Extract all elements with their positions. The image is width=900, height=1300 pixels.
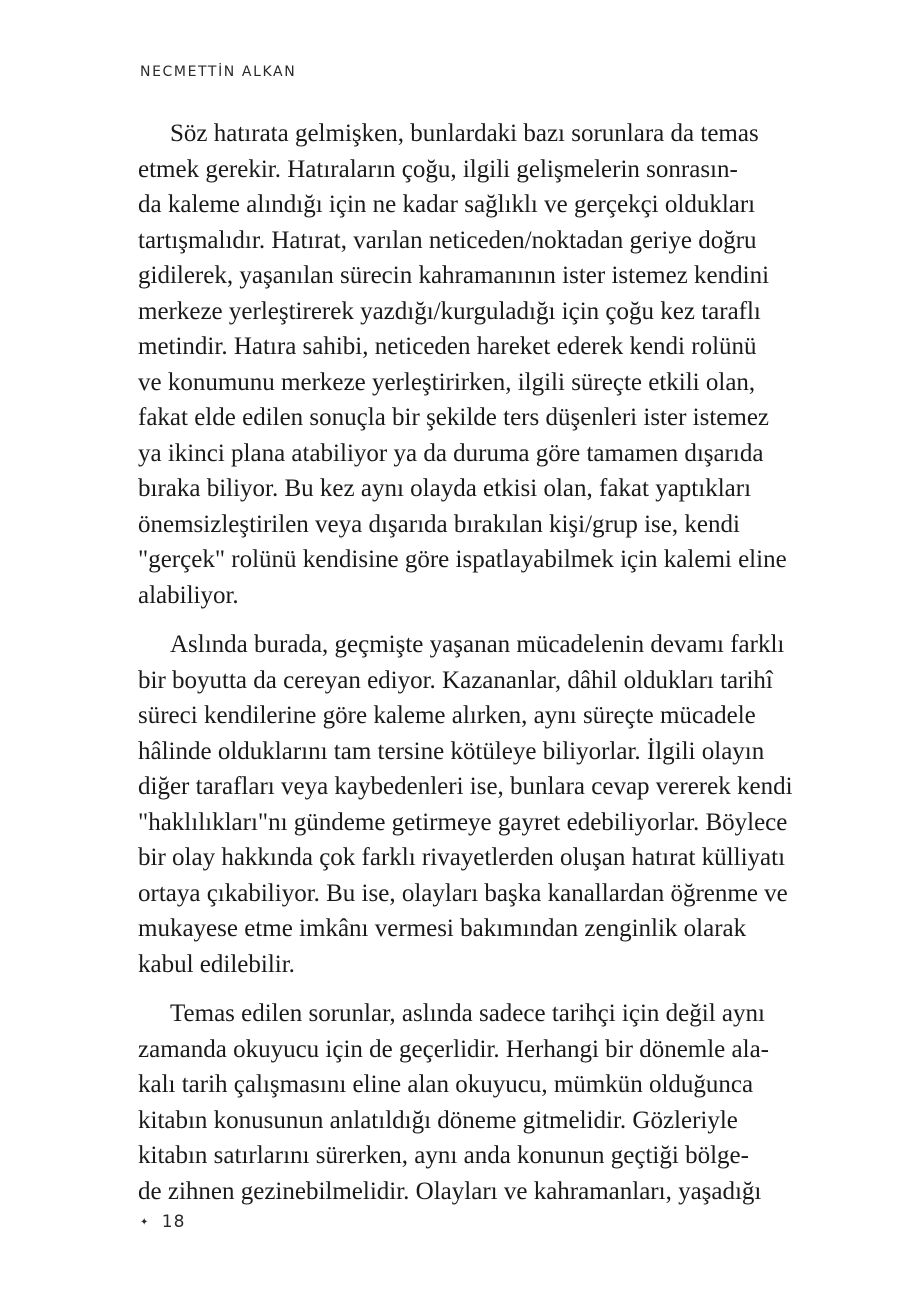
text-line: da kaleme alındığı için ne kadar sağlıklı ve gerçekçi oldukları	[138, 191, 756, 218]
text-line: kitabın konusunun anlatıldığı döneme gitmelidir. Gözleriyle	[138, 1106, 738, 1134]
text-line: bir boyutta da cereyan ediyor. Kazananlar, dâhil oldukları tarihî	[138, 666, 773, 694]
body-text	[138, 116, 793, 1209]
text-line: önemsizleştirilen veya dışarıda bırakılan kişi/grup ise, kendi	[138, 510, 740, 538]
paragraph-gap	[138, 982, 766, 996]
text-line: merkeze yerleştirerek yazdığı/kurguladığı için çoğu kez taraflı	[138, 297, 761, 325]
ornament-icon: ✦	[140, 1216, 150, 1228]
text-line: ya ikinci plana atabiliyor ya da duruma göre tamamen dışarıda	[138, 439, 764, 467]
text-line: kabul edilebilir.	[138, 950, 295, 978]
text-line: "haklılıkları"nı gündeme getirmeye gayret edebiliyorlar. Böylece	[138, 808, 788, 836]
text-line: zamanda okuyucu için de geçerlidir. Herhangi bir dönemle ala-	[138, 1035, 769, 1063]
text-line: hâlinde olduklarını tam tersine kötüleye biliyorlar. İlgili olayın	[138, 737, 765, 765]
text-line: alabiliyor.	[138, 581, 239, 609]
paragraph-2	[138, 627, 793, 982]
paragraph-1	[138, 116, 787, 613]
text-line: ve konumunu merkeze yerleştirirken, ilgili süreçte etkili olan,	[138, 368, 756, 396]
text-line: Temas edilen sorunlar, aslında sadece tarihçi için değil aynı	[170, 1000, 765, 1027]
text-line: bir olay hakkında çok farklı rivayetlerden oluşan hatırat külliyatı	[138, 844, 786, 871]
text-line: kitabın satırlarını sürerken, aynı anda konunun geçtiği bölge-	[138, 1142, 749, 1169]
text-line: bıraka biliyor. Bu kez aynı olayda etkisi olan, fakat yaptıkları	[138, 475, 752, 502]
page-number: 18	[161, 1212, 186, 1232]
text-line: ortaya çıkabiliyor. Bu ise, olayları başka kanallardan öğrenme ve	[138, 879, 788, 907]
text-line: Söz hatırata gelmişken, bunlardaki bazı sorunlara da temas	[170, 120, 759, 147]
text-line: süreci kendilerine göre kaleme alırken, aynı süreçte mücadele	[138, 702, 756, 729]
text-line: mukayese etme imkânı vermesi bakımından zenginlik olarak	[138, 915, 747, 942]
text-line: metindir. Hatıra sahibi, neticeden hareket ederek kendi rolünü	[138, 333, 757, 360]
paragraph-gap	[138, 613, 766, 627]
paragraph-3	[138, 996, 769, 1209]
running-head-author: NECMETTİN ALKAN	[140, 64, 297, 80]
text-line: diğer tarafları veya kaybedenleri ise, bunlara cevap vererek kendi	[138, 773, 793, 800]
text-line: tartışmalıdır. Hatırat, varılan neticeden/noktadan geriye doğru	[138, 226, 757, 254]
page-footer	[140, 1212, 185, 1232]
text-line: "gerçek" rolünü kendisine göre ispatlayabilmek için kalemi eline	[138, 546, 787, 573]
text-line: gidilerek, yaşanılan sürecin kahramanının ister istemez kendini	[138, 262, 770, 289]
text-line: etmek gerekir. Hatıraların çoğu, ilgili gelişmelerin sonrasın-	[138, 155, 738, 183]
text-line: kalı tarih çalışmasını eline alan okuyucu, mümkün olduğunca	[138, 1071, 754, 1098]
text-line: fakat elde edilen sonuçla bir şekilde ters düşenleri ister istemez	[138, 404, 770, 431]
text-line: de zihnen gezinebilmelidir. Olayları ve kahramanları, yaşadığı	[138, 1177, 762, 1205]
text-line: Aslında burada, geçmişte yaşanan mücadelenin devamı farklı	[170, 631, 785, 658]
